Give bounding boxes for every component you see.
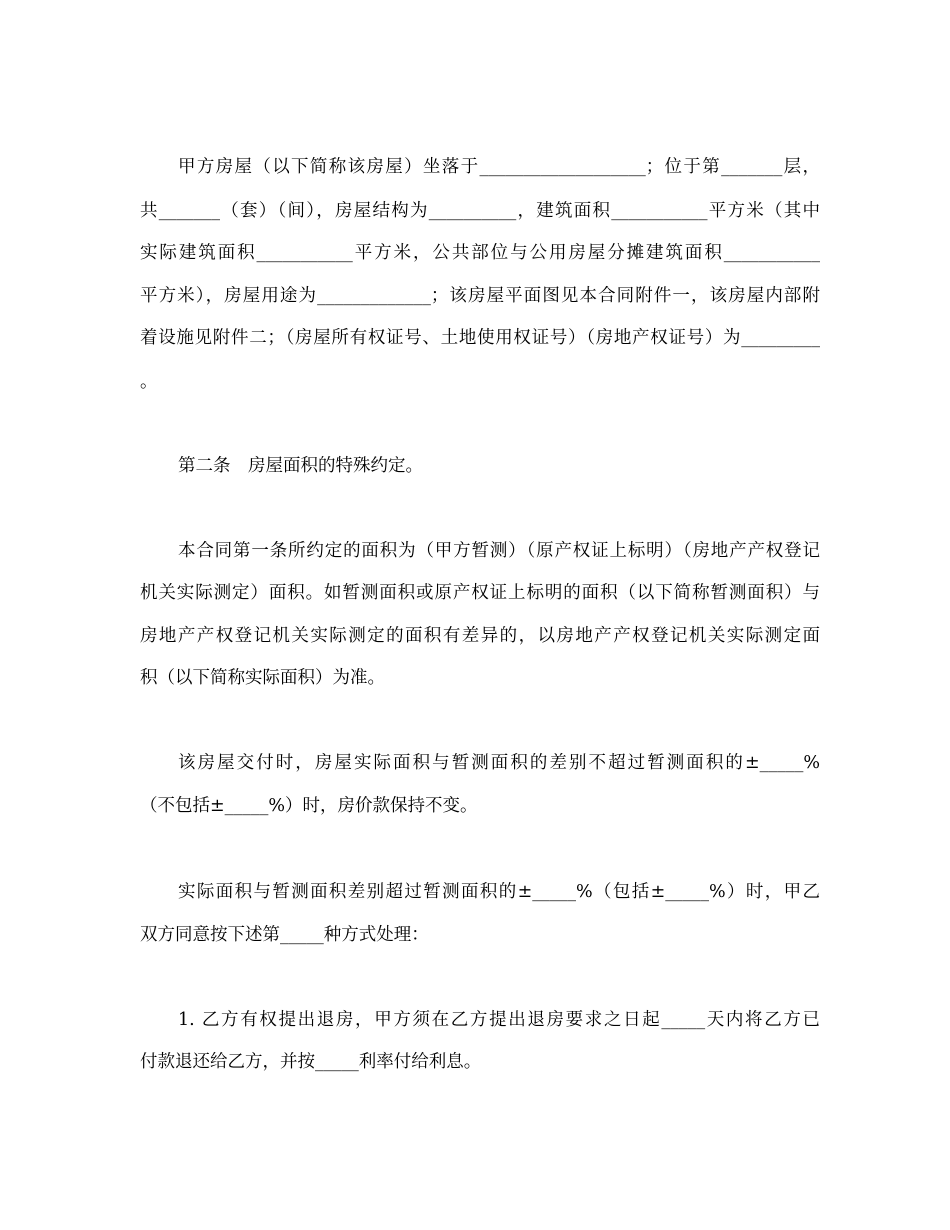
clause-1-line-1: 甲方房屋（以下简称该房屋）坐落于___________________；位于第_______层， [178,157,820,177]
clause-3-line-1: 该房屋交付时，房屋实际面积与暂测面积的差别不超过暂测面积的±_____% [178,753,820,773]
clause-1-line-4: 平方米），房屋用途为_____________；该房屋平面图见本合同附件一，该房屋内部附 [140,286,820,306]
clause-2-line-2: 机关实际测定）面积。如暂测面积或原产权证上标明的面积（以下简称暂测面积）与 [140,583,820,603]
clause-2-line-4: 积（以下简称实际面积）为准。 [140,668,385,688]
clause-2-line-3: 房地产产权登记机关实际测定的面积有差异的，以房地产产权登记机关实际测定面 [140,626,820,646]
option-1-line-1: 1. 乙方有权提出退房，甲方须在乙方提出退房要求之日起_____天内将乙方已 [178,1010,820,1030]
clause-1-line-3: 实际建筑面积___________平方米，公共部位与公用房屋分摊建筑面积___________ [140,243,820,263]
clause-4-line-1: 实际面积与暂测面积差别超过暂测面积的±_____%（包括±_____%）时，甲乙 [178,882,820,902]
clause-1-line-2: 共_______（套）（间），房屋结构为__________，建筑面积___________平方米（其中 [140,201,820,221]
article-2-heading: 第二条 房屋面积的特殊约定。 [178,456,423,476]
clause-2-line-1: 本合同第一条所约定的面积为（甲方暂测）（原产权证上标明）（房地产产权登记 [178,541,820,561]
clause-1-line-6: 。 [140,372,158,392]
clause-4-line-2: 双方同意按下述第_____种方式处理： [140,925,429,945]
clause-3-line-2: （不包括±_____%）时，房价款保持不变。 [140,796,478,816]
clause-1-line-5: 着设施见附件二；（房屋所有权证号、土地使用权证号）（房地产权证号）为_________ [140,328,820,348]
option-1-line-2: 付款退还给乙方，并按_____利率付给利息。 [140,1052,482,1072]
